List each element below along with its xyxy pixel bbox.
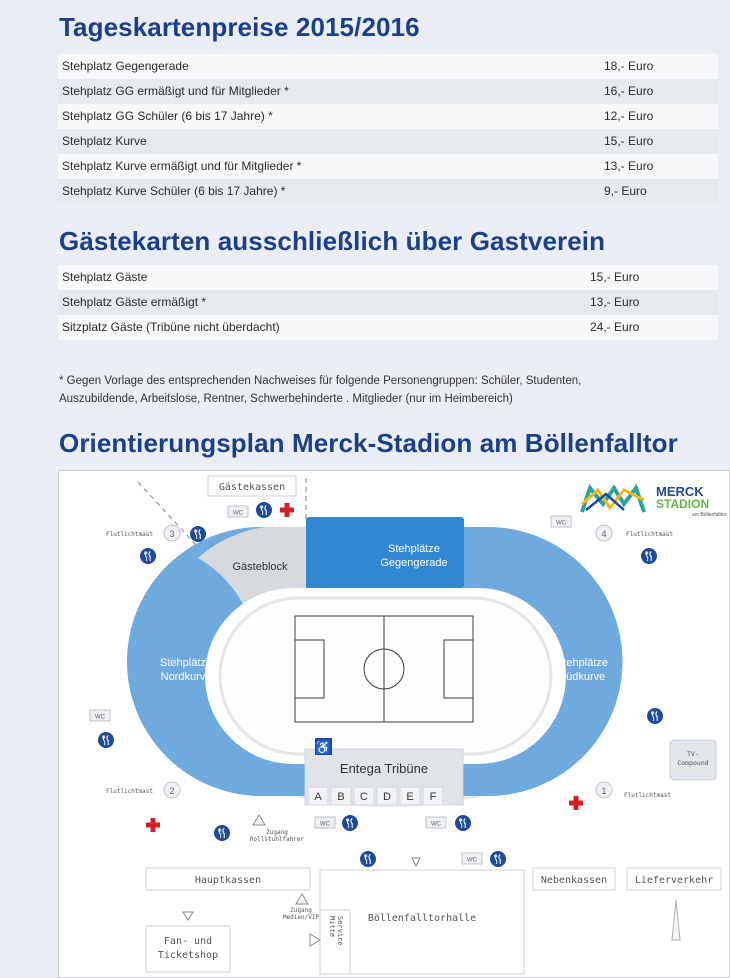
svg-text:Flutlichtmast: Flutlichtmast — [106, 788, 153, 795]
tribune-block-label: F — [429, 791, 437, 803]
nordkurve-label-line2: Nordkurve — [160, 671, 212, 683]
svg-text:2: 2 — [169, 786, 175, 796]
hauptkassen-label: Hauptkassen — [194, 875, 262, 886]
logo-stadion-text: STADION — [656, 497, 710, 511]
suedkurve-label-line1: Stehplätze — [556, 657, 608, 669]
section-title-day-tickets: Tageskartenpreise 2015/2016 — [59, 12, 420, 42]
ticket-price: 12,- Euro — [604, 109, 654, 123]
ticket-type-label: Stehplatz Kurve Schüler (6 bis 17 Jahre) * — [62, 184, 286, 198]
price-row — [58, 179, 718, 204]
price-row — [58, 54, 718, 79]
ticket-price: 13,- Euro — [590, 295, 640, 309]
food-icon — [256, 502, 272, 518]
price-row — [58, 265, 718, 290]
svg-text:♿: ♿ — [315, 740, 332, 755]
tribune-block-label: A — [314, 791, 322, 803]
lieferverkehr-label: Lieferverkehr — [634, 875, 714, 886]
food-icon — [641, 548, 657, 564]
wc-label: WC — [431, 821, 441, 828]
footnote-line: Auszubildende, Arbeitslose, Rentner, Schwerbehinderte . Mitglieder (nur im Heimbereich) — [59, 393, 513, 405]
ticket-price: 16,- Euro — [604, 84, 654, 98]
ticket-type-label: Stehplatz Kurve — [62, 134, 147, 148]
svg-text:Flutlichtmast: Flutlichtmast — [626, 531, 673, 538]
first-aid-icon — [568, 795, 584, 811]
tv-compound-label-line2: Compound — [677, 759, 709, 767]
svg-text:1: 1 — [601, 786, 607, 796]
food-icon — [455, 815, 471, 831]
ticket-type-label: Sitzplatz Gäste (Tribüne nicht überdacht) — [62, 320, 280, 334]
tribune-block-label: C — [360, 791, 368, 803]
service-label-line1: Service — [336, 916, 344, 946]
price-row — [58, 104, 718, 129]
ticket-price: 13,- Euro — [604, 159, 654, 173]
food-icon — [98, 732, 114, 748]
ticket-type-label: Stehplatz GG ermäßigt und für Mitglieder * — [62, 84, 289, 98]
price-row — [58, 79, 718, 104]
tribune-block-label: E — [406, 791, 414, 803]
wc-label: WC — [467, 857, 477, 864]
logo-merck-text: MERCK — [656, 484, 704, 499]
food-icon — [214, 825, 230, 841]
tv-compound-label-line1: TV- — [687, 750, 699, 758]
nebenkassen-label: Nebenkassen — [540, 875, 608, 886]
day-ticket-price-table — [58, 54, 718, 204]
gaesteblock-label: Gästeblock — [232, 561, 288, 573]
zugang-rollstuhl-line2: Rollstuhlfahrer — [249, 836, 305, 843]
first-aid-icon — [145, 817, 161, 833]
fanshop-box — [146, 926, 230, 972]
fanshop-label-line2: Ticketshop — [157, 950, 219, 961]
food-icon — [490, 851, 506, 867]
svg-text:4: 4 — [601, 529, 607, 539]
halle-label: Böllenfalltorhalle — [367, 913, 477, 924]
tribune-block-label: D — [383, 791, 391, 803]
food-icon — [360, 851, 376, 867]
footnote-line: * Gegen Vorlage des entsprechenden Nachweises für folgende Personengruppen: Schüler, Studenten, — [59, 375, 582, 387]
zugang-medien-line1: Zugang — [290, 907, 312, 914]
ticket-price: 15,- Euro — [604, 134, 654, 148]
ticket-price: 15,- Euro — [590, 270, 640, 284]
suedkurve-label-line2: Südkurve — [558, 671, 606, 683]
ticket-type-label: Stehplatz GG Schüler (6 bis 17 Jahre) * — [62, 109, 273, 123]
footnote — [59, 372, 679, 408]
price-row — [58, 129, 718, 154]
ticket-price: 18,- Euro — [604, 59, 654, 73]
ticket-price: 9,- Euro — [604, 184, 647, 198]
wc-label: WC — [556, 520, 566, 527]
logo-sub-text: am Böllenfalltor — [692, 512, 727, 518]
guest-ticket-price-table — [58, 265, 718, 340]
ticket-type-label: Stehplatz Gäste — [62, 270, 148, 284]
ticket-type-label: Stehplatz Gäste ermäßigt * — [62, 295, 207, 309]
first-aid-icon — [279, 502, 295, 518]
food-icon — [342, 815, 358, 831]
fanshop-label-line1: Fan- und — [163, 936, 213, 947]
wc-label: WC — [233, 510, 243, 517]
price-row — [58, 154, 718, 179]
svg-text:3: 3 — [169, 529, 175, 539]
food-icon — [190, 526, 206, 542]
tribune-label: Entega Tribüne — [339, 761, 429, 776]
wc-label: WC — [95, 714, 105, 721]
price-row — [58, 315, 718, 340]
zugang-medien-line2: Medien/VIP — [282, 914, 320, 921]
ticket-type-label: Stehplatz Kurve ermäßigt und für Mitglieder * — [62, 159, 302, 173]
section-title-orientation-plan: Orientierungsplan Merck-Stadion am Böllenfalltor — [59, 428, 678, 458]
food-icon — [140, 548, 156, 564]
gegengerade-stand — [306, 517, 464, 588]
tribune-block-label: B — [337, 791, 345, 803]
section-title-guest-tickets: Gästekarten ausschließlich über Gastverein — [59, 226, 606, 256]
wc-label: WC — [320, 821, 330, 828]
service-label-line2: Mitte — [328, 916, 336, 938]
inner-ring — [220, 598, 551, 754]
gegengerade-label-line1: Stehplätze — [388, 543, 440, 555]
svg-text:Flutlichtmast: Flutlichtmast — [624, 792, 671, 799]
gaestekassen-label: Gästekassen — [218, 482, 286, 493]
ticket-price: 24,- Euro — [590, 320, 640, 334]
nordkurve-label-line1: Stehplätze — [160, 657, 212, 669]
food-icon — [647, 708, 663, 724]
stadium-map — [58, 470, 730, 978]
zugang-rollstuhl-line1: Zugang — [266, 829, 288, 836]
ticket-type-label: Stehplatz Gegengerade — [62, 59, 189, 73]
price-row — [58, 290, 718, 315]
gegengerade-label-line2: Gegengerade — [380, 557, 448, 569]
svg-text:Flutlichtmast: Flutlichtmast — [106, 531, 153, 538]
